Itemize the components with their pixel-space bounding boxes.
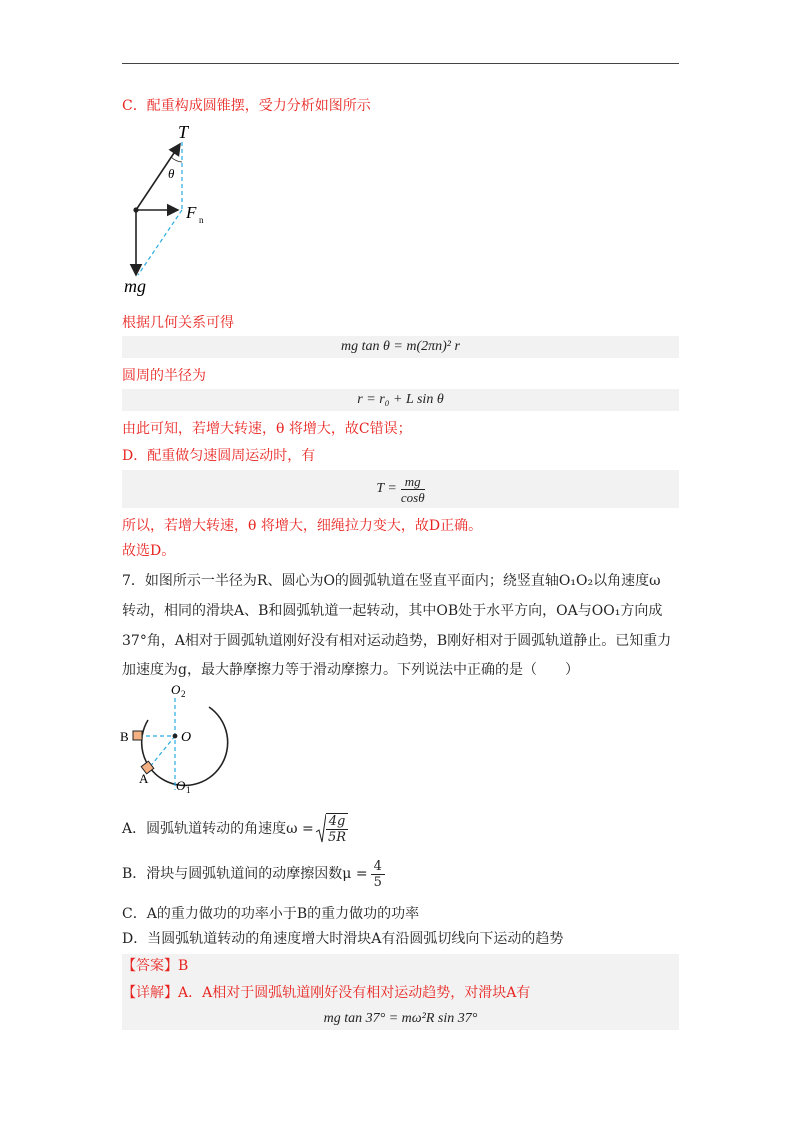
option-c: C．A的重力做功的功率小于B的重力做功的功率: [122, 906, 420, 922]
q7-line-3: 37°角，A相对于圆弧轨道刚好没有相对运动趋势，B刚好相对于圆弧轨道静止。已知重力: [122, 633, 672, 649]
detail-text: 【详解】A．A相对于圆弧轨道刚好没有相对运动趋势，对滑块A有: [122, 985, 531, 1001]
label-O2-sub: 2: [181, 689, 186, 699]
dashed-diagonal: [138, 210, 182, 275]
arc-track-diagram: [115, 680, 235, 800]
option-b-num: 4: [371, 859, 385, 875]
option-b-den: 5: [373, 874, 382, 890]
label-O1-sub: 1: [186, 785, 191, 795]
label-O1: O: [176, 778, 186, 793]
label-A: A: [139, 771, 149, 786]
option-a-text: A．圆弧轨道转动的角速度ω =: [122, 821, 314, 837]
section-c-heading: C．配重构成圆锥摆，受力分析如图所示: [122, 98, 371, 114]
answer-label: 【答案】B: [122, 958, 189, 974]
center-O: [173, 734, 178, 739]
label-O: O: [181, 730, 192, 745]
geo-relation-text: 根据几何关系可得: [122, 315, 234, 331]
q7-line-1: 7．如图所示一半径为R、圆心为O的圆弧轨道在竖直平面内；绕竖直轴O₁O₂以角速度ω: [122, 573, 661, 589]
equation-4: mg tan 37° = mω²R sin 37°: [323, 1011, 478, 1026]
option-b-fraction: [371, 859, 385, 890]
option-b-text: B．滑块与圆弧轨道间的动摩擦因数μ =: [122, 866, 368, 882]
line-OA: [149, 736, 175, 768]
eq3-numerator: mg: [401, 474, 425, 490]
eq3-denominator: cosθ: [400, 489, 425, 505]
sqrt-icon: [316, 814, 326, 844]
option-a-num: 4g: [326, 814, 349, 830]
label-F: F: [186, 203, 197, 222]
equation-2: r = r₀ + L sin θ: [122, 389, 679, 411]
label-F-sub: n: [199, 215, 204, 225]
sqrt-expression: [316, 813, 349, 845]
eq3-lhs: T =: [376, 481, 397, 496]
option-b: [122, 858, 385, 890]
eq3-fraction: [401, 474, 425, 505]
option-a-fraction: [326, 813, 349, 845]
q7-line-2: 转动，相同的滑块A、B和圆弧轨道一起转动，其中OB处于水平方向，OA与OO₁方向成: [122, 603, 663, 619]
header-rule: [122, 63, 679, 64]
force-diagram: [118, 120, 228, 300]
radius-text: 圆周的半径为: [122, 368, 206, 384]
label-theta: θ: [168, 166, 175, 181]
option-a-den: 5R: [327, 830, 347, 845]
label-B: B: [120, 729, 129, 744]
label-mg: mg: [124, 276, 146, 296]
equation-3: [122, 470, 679, 508]
conclusion-c: 由此可知，若增大转速，θ 将增大，故C错误；: [122, 421, 412, 437]
option-d: D．当圆弧轨道转动的角速度增大时滑块A有沿圆弧切线向下运动的趋势: [122, 931, 564, 947]
mass-point: [133, 207, 138, 212]
section-d-heading: D．配重做匀速圆周运动时，有: [122, 448, 316, 464]
option-a: [122, 813, 348, 845]
label-T: T: [178, 122, 189, 142]
equation-1: mg tan θ = m(2πn)² r: [122, 336, 679, 358]
choose-answer: 故选D。: [122, 543, 176, 559]
conclusion-d: 所以，若增大转速，θ 将增大，细绳拉力变大，故D正确。: [122, 518, 483, 534]
q7-line-4: 加速度为g，最大静摩擦力等于滑动摩擦力。下列说法中正确的是（ ）: [122, 662, 579, 678]
block-B: [133, 731, 142, 740]
label-O2: O: [171, 682, 181, 697]
arc-track: [142, 707, 228, 785]
